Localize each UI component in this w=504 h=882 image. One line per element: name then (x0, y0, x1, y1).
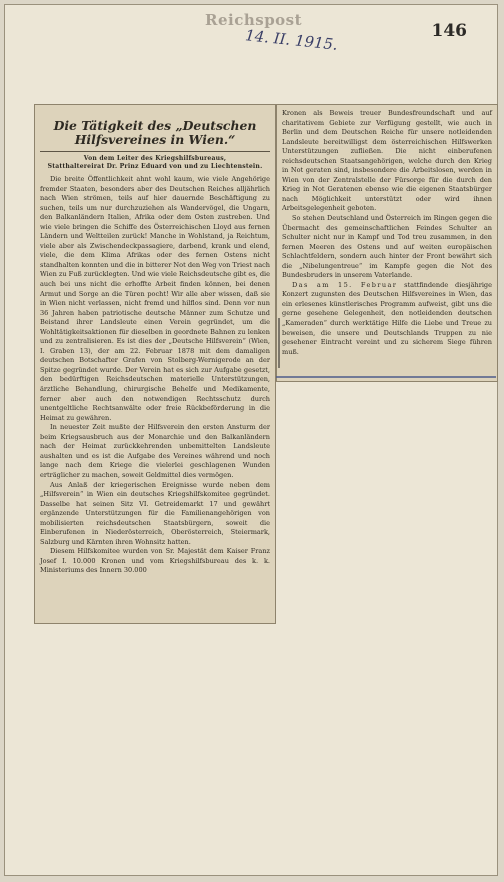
byline-line-2: Statthaltereirat Dr. Prinz Eduard von und zu Liechtenstein. (47, 163, 263, 170)
article-byline (40, 155, 270, 171)
headline-line-1: Die Tätigkeit des „Deutschen (53, 118, 257, 133)
source-stamp: Reichspost (205, 11, 303, 29)
page-number: 146 (431, 21, 467, 41)
article-body-left (40, 175, 270, 576)
concert-paragraph-text: stattfindende diesjährige Konzert zugunsten des Deutschen Hilfsvereines in Wien, das ein erlesenes künstlerisches Programm aufweist, gibt uns die gerne gesehene Gelegenheit, den notleidenden deutschen „Kameraden“ durch werktätige Hilfe die Liebe und Treue zu beweisen, die unsere und Deutschlands Truppen zu nie gesehener Eintracht vereint und zu sicherem Siege führen muß. (282, 280, 492, 356)
paragraph: Diesem Hilfskomitee wurden von Sr. Majestät dem Kaiser Franz Josef I. 10.000 Kronen und vom Kriegshilfsbureau des k. k. Ministeriums des Innern 30.000 (40, 547, 270, 575)
concert-date-lead: Das am 15. Februar (292, 280, 398, 289)
paragraph-continued: Kronen als Beweis treuer Bundesfreundschaft und auf charitativem Gebiete zur Verfügung gestellt, wie auch in Berlin und dem Deutschen Reiche für unsere notleidenden Landsleute bereitwilligst dem österreichischen Hilfswerken Unterstützungen zufließen. Die nicht einberufenen reichsdeutschen Staatsangehörigen, welche durch den Krieg in Not geraten sind, insbesondere die Arbeitslosen, werden in Wien von der Zentralstelle der Fürsorge für die durch den Krieg in Not Geratenen ebenso wie die eigenen Staatsbürger nach Möglichkeit unterstützt oder wird ihnen Arbeitsgelegenheit geboten. (282, 109, 492, 213)
handwritten-date: 14. II. 1915. (244, 26, 339, 54)
article-body-right (282, 109, 492, 357)
paragraph: Die breite Öffentlichkeit ahnt wohl kaum, wie viele Angehörige fremder Staaten, besonders aber des Deutschen Reiches alljährlich nach Wien strömen, teils auf hier dauernde Beschäftigung zu suchen, teils um nur durchzuziehen als Wandervögel, die Ungarn, den Balkanländern Italien, Afrika oder dem Osten zustreben. Und wie viele bringen die Schiffe des Österreichischen Lloyd aus fernen Ländern und Weltteilen zurück! Manche in Wohlstand, ja Reichtum, viele aber als Zwischendeckpassagiere, darbend, krank und elend, viele, die dem Klima Afrikas oder des fernen Ostens nicht standhalten konnten und die in bitterer Not den Weg von Triest nach Wien zu Fuß zurücklegten. Und wie viele Reichsdeutsche gibt es, die auch bei uns nicht die erhoffte Arbeit finden können, bei denen Armut und Sorge an die Türen pocht! Wir alle aber wissen, daß sie in Wien nicht verlassen, nicht fremd und hilflos sind. Denn vor nun 36 Jahren haben patriotische deutsche Männer zum Schutze und Beistand ihrer Landsleute einen Verein gegründet, um die Wohltätigkeitsaktionen für dieselben in geordnete Bahnen zu lenken und zu zentralisieren. Es ist dies der „Deutsche Hilfsverein“ (Wien, I. Graben 13), der am 22. Februar 1878 mit dem damaligen deutschen Botschafter Grafen von Stolberg-Wernigerode an der Spitze gegründet wurde. Der Verein hat es sich zur Aufgabe gesetzt, den bedürftigen Reichsdeutschen materielle Unterstützungen, ärztliche Behandlung, chirurgische Behelfe und Medikamente, ferner aber auch den notwendigen Rechtsschutz durch unentgeltliche Rechtsanwälte oder freie Rückbeförderung in die Heimat zu gewähren. (40, 175, 270, 422)
paragraph: Aus Anlaß der kriegerischen Ereignisse wurde neben dem „Hilfsverein“ in Wien ein deutsches Kriegshilfskomitee gegründet. Dasselbe hat seinen Sitz VI. Getreidemarkt 17 und gewährt ergänzende Unterstützungen für die Familienangehörigen von mobilisierten reichsdeutschen Staatsbürgern, soweit die Einberufenen in Niederösterreich, Oberösterreich, Steiermark, Salzburg und Kärnten ihren Wohnsitz hatten. (40, 480, 270, 546)
clipping-left-column (34, 104, 276, 624)
headline-line-2: Hilfsvereines in Wien.“ (74, 132, 236, 147)
blue-pencil-underline (276, 376, 496, 378)
clipping-right-column (276, 104, 498, 382)
paragraph: In neuester Zeit mußte der Hilfsverein den ersten Ansturm der beim Kriegsausbruch aus der Monarchie und den Balkanländern nach der Heimat zurückkehrenden unbemittelten Landsleute aushalten und es ist die Aufgabe des Vereines während und noch lange nach dem Kriege die vielerlei geschlagenen Wunden erträglicher zu machen, soweit Geldmittel dies vermögen. (40, 423, 270, 479)
pencil-margin-mark (278, 318, 280, 368)
byline-line-1: Von dem Leiter des Kriegshilfsbureaus, (83, 155, 227, 162)
paragraph (282, 281, 492, 357)
paragraph: So stehen Deutschland und Österreich im Ringen gegen die Übermacht des gemeinschaftlichen Feindes Schulter an Schulter nicht nur in Kampf und Tod treu zusammen, in den fernen Meeren des Ostens und auf weiten europäischen Schlachtfeldern, sondern auch hinter der Front bewährt sich die „Nibelungentreue“ im Kampfe gegen die Not des Bundesbruders in unserem Vaterlande. (282, 214, 492, 280)
headline-rule (40, 151, 270, 152)
article-headline (40, 119, 270, 147)
